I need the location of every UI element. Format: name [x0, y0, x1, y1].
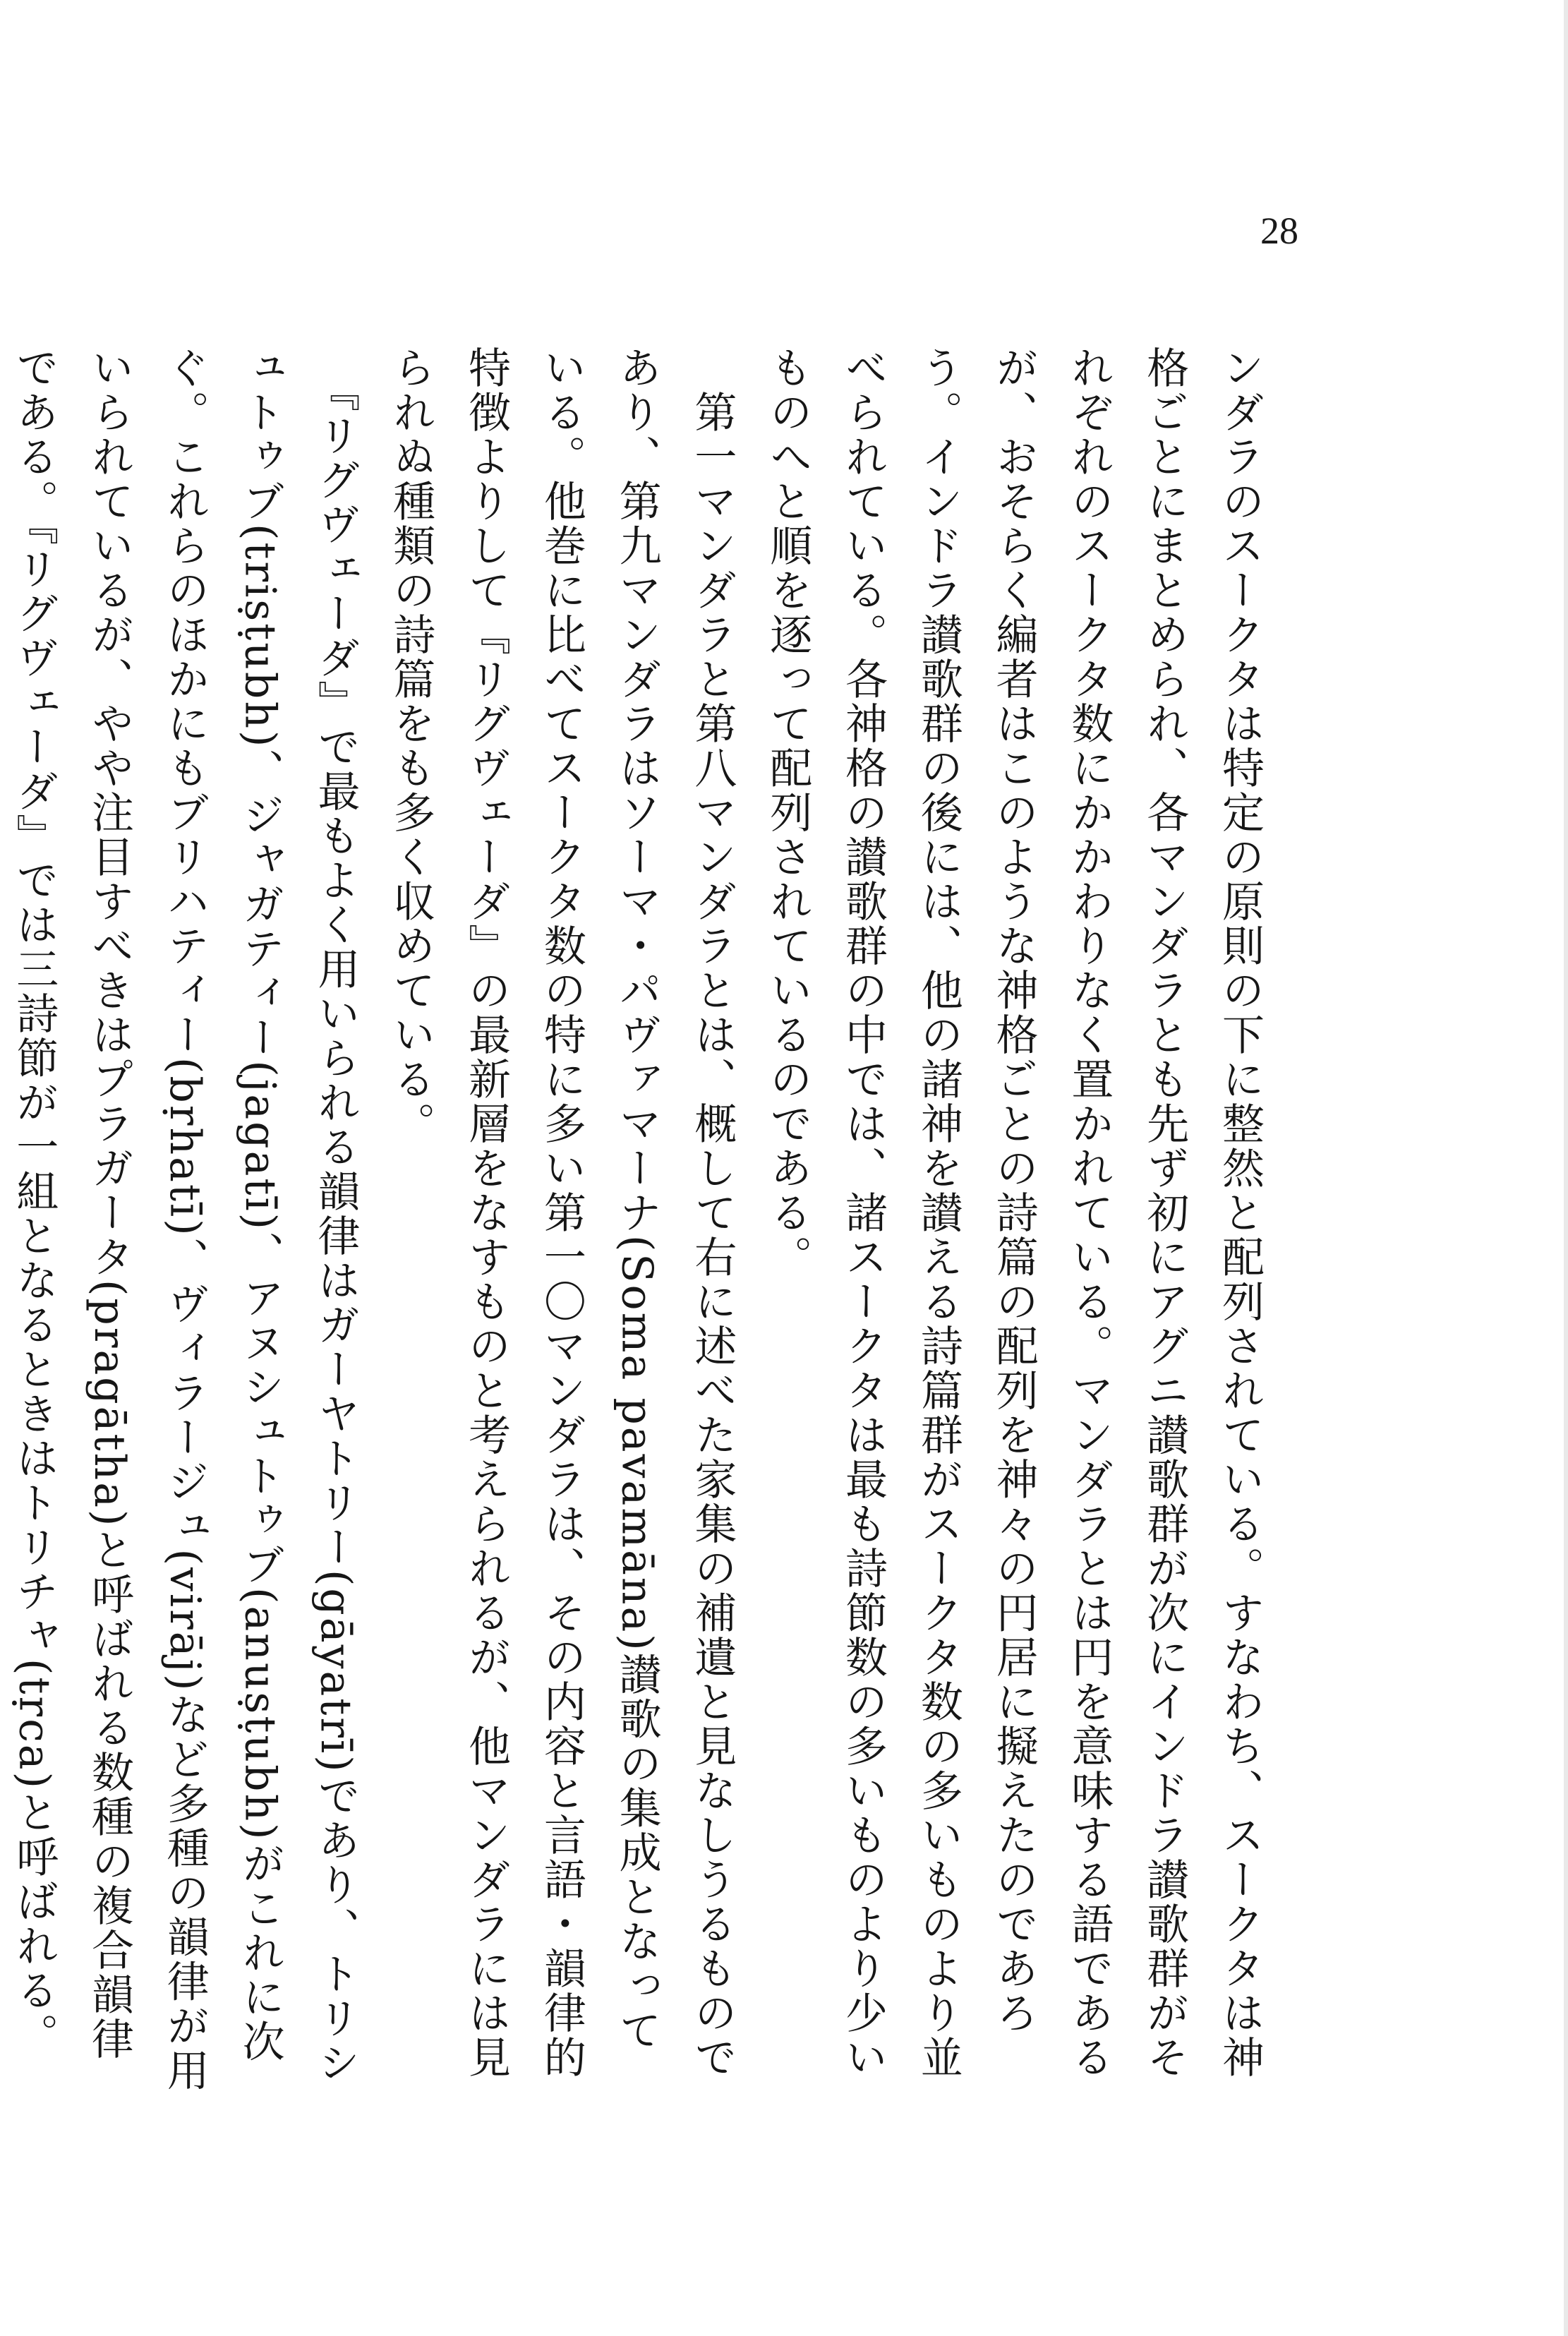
page-edge — [1564, 0, 1568, 2336]
body-text — [9, 346, 1277, 2096]
paragraph: 第一マンダラと第八マンダラとは、概して右に述べた家集の補遺と見なしうるものであり、第九マンダラはソーマ・パヴァマーナ(Soma pavamāna)讃歌の集成となっている。他巻に比べてスークタ数の特に多い第一〇マンダラは、その内容と言語・韻律的特徴よりして『リグヴェーダ』の最新層をなすものと考えられるが、他マンダラには見られぬ種類の詩篇をも多く収めている。 — [386, 346, 737, 2080]
page-number: 28 — [1260, 210, 1298, 252]
paragraph: 『リグヴェーダ』で最もよく用いられる韻律はガーヤトリー(gāyatrī)であり、トリシュトゥブ(triṣṭubh)、ジャガティー(jagatī)、アヌシュトゥブ(anuṣṭubh)がこれに次ぐ。これらのほかにもブリハティー(bṛhatī)、ヴィラージュ(virāj)など多種の韻律が用いられているが、やや注目すべきはプラガータ(pragātha)と呼ばれる数種の複合韻律である。『リグヴェーダ』では三詩節が一組となるときはトリチャ(tṛca)と呼ばれる。 — [9, 346, 361, 2093]
paragraph: ンダラのスークタは特定の原則の下に整然と配列されている。すなわち、スークタは神格ごとにまとめられ、各マンダラとも先ず初にアグニ讃歌群が次にインドラ讃歌群がそれぞれのスークタ数にかかわりなく置かれている。マンダラとは円を意味する語であるが、おそらく編者はこのような神格ごとの詩篇の配列を神々の円居に擬えたのであろう。インドラ讃歌群の後には、他の諸神を讃える詩篇群がスークタ数の多いものより並べられている。各神格の讃歌群の中では、諸スークタは最も詩節数の多いものより少いものへと順を逐って配列されているのである。 — [763, 346, 1265, 2080]
